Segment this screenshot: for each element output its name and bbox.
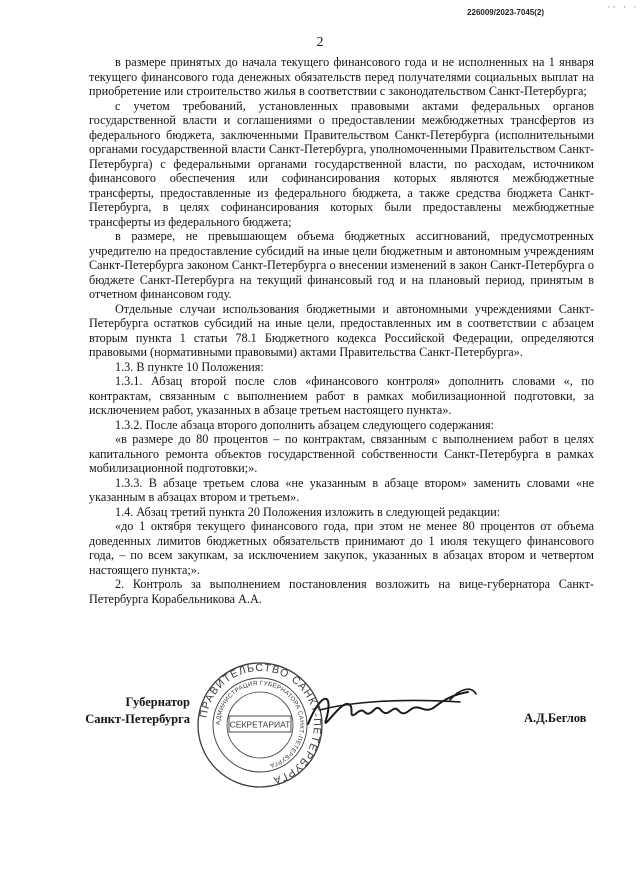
paragraph: в размере, не превышающем объема бюджетных ассигнований, предусмотренных учредителю на предоставление субсидий на иные цели бюджетным и автономным учреждениям Санкт-Петербурга законом Санкт-Петербурга о внесении изменений в закон Санкт-Петербурга о бюджете Санкт-Петербурга на текущий финансовый год и на плановый период, принятым в отчетном финансовом году. — [89, 229, 594, 301]
paragraph: с учетом требований, установленных правовыми актами федеральных органов государственной власти и соглашениями о предоставлении межбюджетных трансфертов из федерального бюджета, заключенными Правительством Санкт-Петербурга (исполнительными органами государственной власти Санкт-Петербурга, уполномоченными Правительством Санкт-Петербурга) с федеральными органами государственной власти, по расходам, источником финансового обеспечения или софинансирования которых являются межбюджетные трансферты, предоставленные из федерального бюджета, а также средства бюджета Санкт-Петербурга, в целях софинансирования которых были предоставлены межбюджетные трансферты из федерального бюджета; — [89, 98, 594, 229]
signer-title-line: Губернатор — [125, 695, 190, 709]
paragraph: 1.3.2. После абзаца второго дополнить абзацем следующего содержания: — [115, 417, 494, 432]
signer-title — [80, 694, 190, 728]
paragraph: 1.4. Абзац третий пункта 20 Положения изложить в следующей редакции: — [115, 504, 501, 519]
page-number: 2 — [316, 35, 324, 50]
seal-inner-text: АДМИНИСТРАЦИЯ ГУБЕРНАТОРА САНКТ-ПЕТЕРБУРГА — [214, 679, 306, 769]
paragraph: «в размере до 80 процентов – по контрактам, связанным с выполнением работ в целях капитального ремонта объектов государственной собственности Санкт-Петербурга в рамках мобилизационной подготовки;». — [89, 432, 594, 475]
seal-outer-text: ПРАВИТЕЛЬСТВО САНКТ-ПЕТЕРБУРГА — [197, 661, 324, 787]
document-body — [89, 55, 594, 606]
seal-center-text: СЕКРЕТАРИАТ — [229, 719, 291, 730]
paragraph: Отдельные случаи использования бюджетными и автономными учреждениями Санкт-Петербурга остатков субсидий на иные цели, предоставленных им в соответствии с абзацем вторым пункта 1 статьи 78.1 Бюджетного кодекса Российской Федерации, определяются правовыми (нормативными правовыми) актами Правительства Санкт-Петербурга». — [89, 301, 594, 359]
corner-scan-mark: ·· · · — [606, 4, 638, 12]
signature-block — [0, 660, 640, 790]
paragraph: 1.3.1. Абзац второй после слов «финансового контроля» дополнить словами «, по контрактам, связанным с выполнением работ в рамках мобилизационной подготовки, за исключением работ, указанных в абзаце третьем настоящего пункта». — [89, 374, 594, 417]
signer-title-line: Санкт-Петербурга — [85, 712, 190, 726]
paragraph: 1.3.3. В абзаце третьем слова «не указанным в абзаце втором» заменить словами «не указанным в абзацах втором и третьем». — [89, 475, 594, 504]
handwritten-signature — [300, 680, 480, 740]
paragraph: в размере принятых до начала текущего финансового года и не исполненных на 1 января текущего финансового года денежных обязательств перед получателями социальных выплат на приобретение или строительство жилья в соответствии с законодательством Санкт-Петербурга; — [89, 55, 594, 98]
paragraph: 2. Контроль за выполнением постановления возложить на вице-губернатора Санкт-Петербурга Корабельникова А.А. — [89, 577, 594, 606]
paragraph: 1.3. В пункте 10 Положения: — [115, 359, 264, 374]
document-registration-number: 226009/2023-7045(2) — [467, 8, 544, 17]
signer-name: А.Д.Беглов — [524, 711, 587, 725]
paragraph: «до 1 октября текущего финансового года, при этом не менее 80 процентов от объема доведенных лимитов бюджетных обязательств принимают до 1 июля текущего финансового года, – по всем закупкам, за исключением закупок, указанных в абзацах втором и четвертом настоящего пункта;». — [89, 519, 594, 577]
